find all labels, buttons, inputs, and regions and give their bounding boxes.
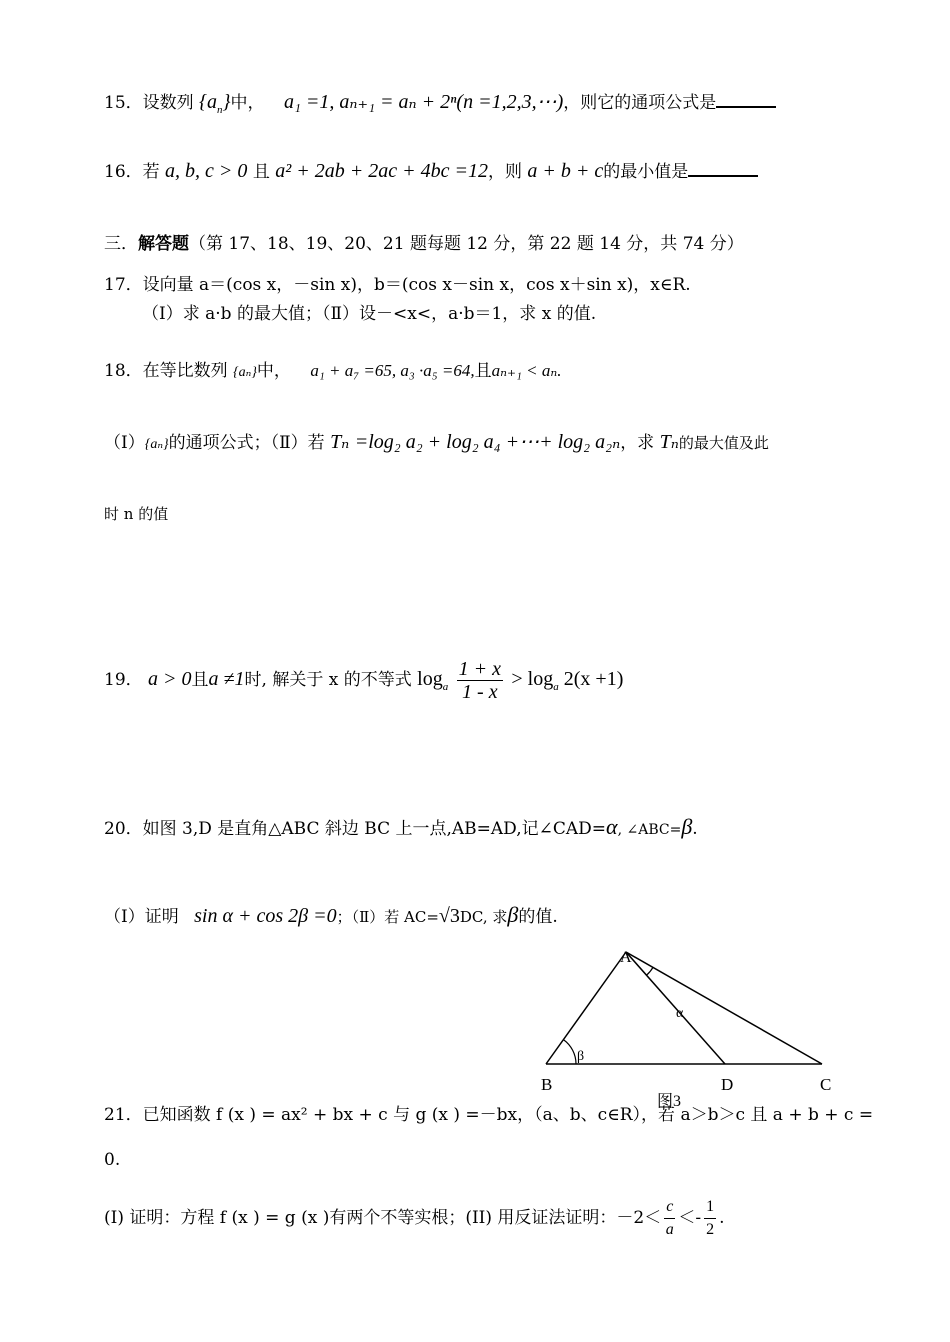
label-c: C <box>820 1075 832 1094</box>
q20-mid-text: , ∠ABC= <box>617 822 682 838</box>
q16-text-4: 的最小值是 <box>603 162 689 182</box>
q18-sequence: {aₙ} <box>233 365 257 380</box>
question-15 <box>104 88 776 116</box>
q20-end: . <box>692 819 698 839</box>
q20-part-1-label: （Ⅰ）证明 <box>104 907 179 927</box>
angle-alpha-arc <box>647 967 654 975</box>
q18-tn-2: Tₙ <box>659 431 679 453</box>
q20-equation: sin α + cos 2β =0 <box>194 905 337 927</box>
q19-condition-2: a ≠1 <box>208 668 245 690</box>
q18-condition-2: aₙ₊₁ < aₙ. <box>491 361 562 380</box>
question-18-line-2 <box>104 428 769 454</box>
figure-caption: 图3 <box>657 1093 682 1110</box>
question-21-line-1: 21．已知函数 f (x ) = ax² + bx + c 与 g (x ) =－bx，（a、b、c∈R），若 a＞b＞c 且 a + b + c = <box>104 1105 874 1125</box>
q19-text: 解关于 x 的不等式 <box>272 670 412 690</box>
q18-part-3-text: 的最大值及此 <box>678 434 769 452</box>
q19-rhs: > $\log_a 2(x +1)$ <box>511 668 624 693</box>
q20-beta: β <box>681 814 693 839</box>
q16-text-1: 若 <box>142 162 160 182</box>
question-20-line-2 <box>104 902 558 928</box>
q15-text-3: ，则它的通项公式是 <box>563 93 717 113</box>
side-ab <box>546 952 626 1064</box>
q21-end: . <box>719 1208 725 1228</box>
label-d: D <box>721 1075 734 1094</box>
q20-part-2-text: ；（Ⅱ）若 AC= <box>336 908 439 926</box>
q16-text-3: ，则 <box>487 162 522 182</box>
q15-text-1: 设数列 <box>142 93 194 113</box>
q18-part-2-text: ，求 <box>620 433 655 453</box>
q18-part-1-text: 的通项公式；（Ⅱ）若 <box>168 433 325 453</box>
q19-condition-and: 且 <box>191 670 209 690</box>
q21-mid-text: ＜- <box>678 1208 702 1228</box>
q21-part-1-text: (I) 证明：方程 f (x ) = g (x )有两个不等实根；(II) 用反证法证明：－2＜ <box>104 1208 662 1228</box>
question-21-line-3 <box>104 1196 725 1241</box>
label-a: A <box>620 949 632 966</box>
question-21-line-2: 0. <box>104 1150 121 1170</box>
section-3-label: 三． <box>104 234 138 254</box>
q21-fraction-one-half: $\frac{1}{2}$ <box>706 1198 715 1238</box>
q15-text-2: 中， <box>230 93 265 113</box>
q18-part-1-label: （Ⅰ） <box>104 433 145 453</box>
angle-beta-arc <box>563 1040 576 1064</box>
triangle-figure <box>530 940 850 1110</box>
q18-condition: a₁ + a₇ =65, a₃ ·a₅ =64, <box>310 361 475 380</box>
q16-condition: a, b, c > 0 <box>165 160 248 182</box>
q15-number: 15． <box>104 93 143 113</box>
q18-number: 18． <box>104 361 143 381</box>
section-3-heading <box>104 229 744 254</box>
q20-part-4-text: 的值. <box>518 907 558 927</box>
question-17-line-2: （Ⅰ）求 a·b 的最大值；（Ⅱ）设－<x<，a·b＝1，求 x 的值. <box>142 304 597 324</box>
question-16 <box>104 157 758 183</box>
q18-text-2: 中， <box>256 361 291 381</box>
q19-condition: a > 0 <box>148 668 192 690</box>
question-17-line-1: 17．设向量 a＝(cos x，－sin x)，b＝(cos x－sin x，cos x＋sin x)，x∈R. <box>104 275 691 295</box>
section-3-description: （第 17、18、19、20、21 题每题 12 分，第 22 题 14 分，共 74 分） <box>189 234 744 254</box>
q20-beta-2: β <box>507 902 519 927</box>
question-19 <box>104 658 623 703</box>
question-20-line-1 <box>104 814 698 840</box>
q20-text: 如图 3,D 是直角△ABC 斜边 BC 上一点,AB=AD,记∠CAD= <box>142 819 607 839</box>
q20-alpha: α <box>606 814 618 839</box>
q21-fraction-c-over-a: $\frac{c}{a}$ <box>665 1198 674 1238</box>
label-b: B <box>541 1075 553 1094</box>
q19-fraction: $\frac{1 + x}{1 - x}$ <box>458 658 501 703</box>
q15-formula: a₁ =1, aₙ₊₁ = aₙ + 2ⁿ(n =1,2,3,⋯) <box>283 91 564 113</box>
q18-text-1: 在等比数列 <box>142 361 228 381</box>
label-alpha: α <box>676 1006 684 1021</box>
q20-number: 20． <box>104 819 143 839</box>
q16-equation: a² + 2ab + 2ac + 4bc =12 <box>275 160 488 182</box>
q18-tn: Tₙ <box>330 431 350 453</box>
q20-part-3-text: DC, 求 <box>459 908 508 926</box>
q16-expression: a + b + c <box>527 160 604 182</box>
q19-log: $\log_a$ <box>417 668 449 693</box>
q18-part-1-sequence: {aₙ} <box>144 437 169 452</box>
section-3-title: 解答题 <box>138 234 189 254</box>
question-18-line-1 <box>104 356 562 381</box>
q18-formula: =log₂ a₂ + log₂ a₄ +⋯+ log₂ a₂ₙ <box>354 431 621 453</box>
q15-sequence: $\{a_n\}$ <box>199 91 231 116</box>
q16-number: 16． <box>104 162 143 182</box>
side-ac <box>626 952 822 1064</box>
label-beta: β <box>577 1049 585 1064</box>
q20-sqrt: √3 <box>438 905 460 927</box>
question-18-line-3: 时 n 的值 <box>104 505 169 523</box>
q16-text-2: 且 <box>252 162 270 182</box>
q18-condition-and: 且 <box>474 361 492 381</box>
q19-number: 19． <box>104 670 143 690</box>
q16-answer-blank[interactable] <box>688 161 758 177</box>
q19-condition-end: 时, <box>244 670 267 690</box>
q15-answer-blank[interactable] <box>716 92 776 108</box>
